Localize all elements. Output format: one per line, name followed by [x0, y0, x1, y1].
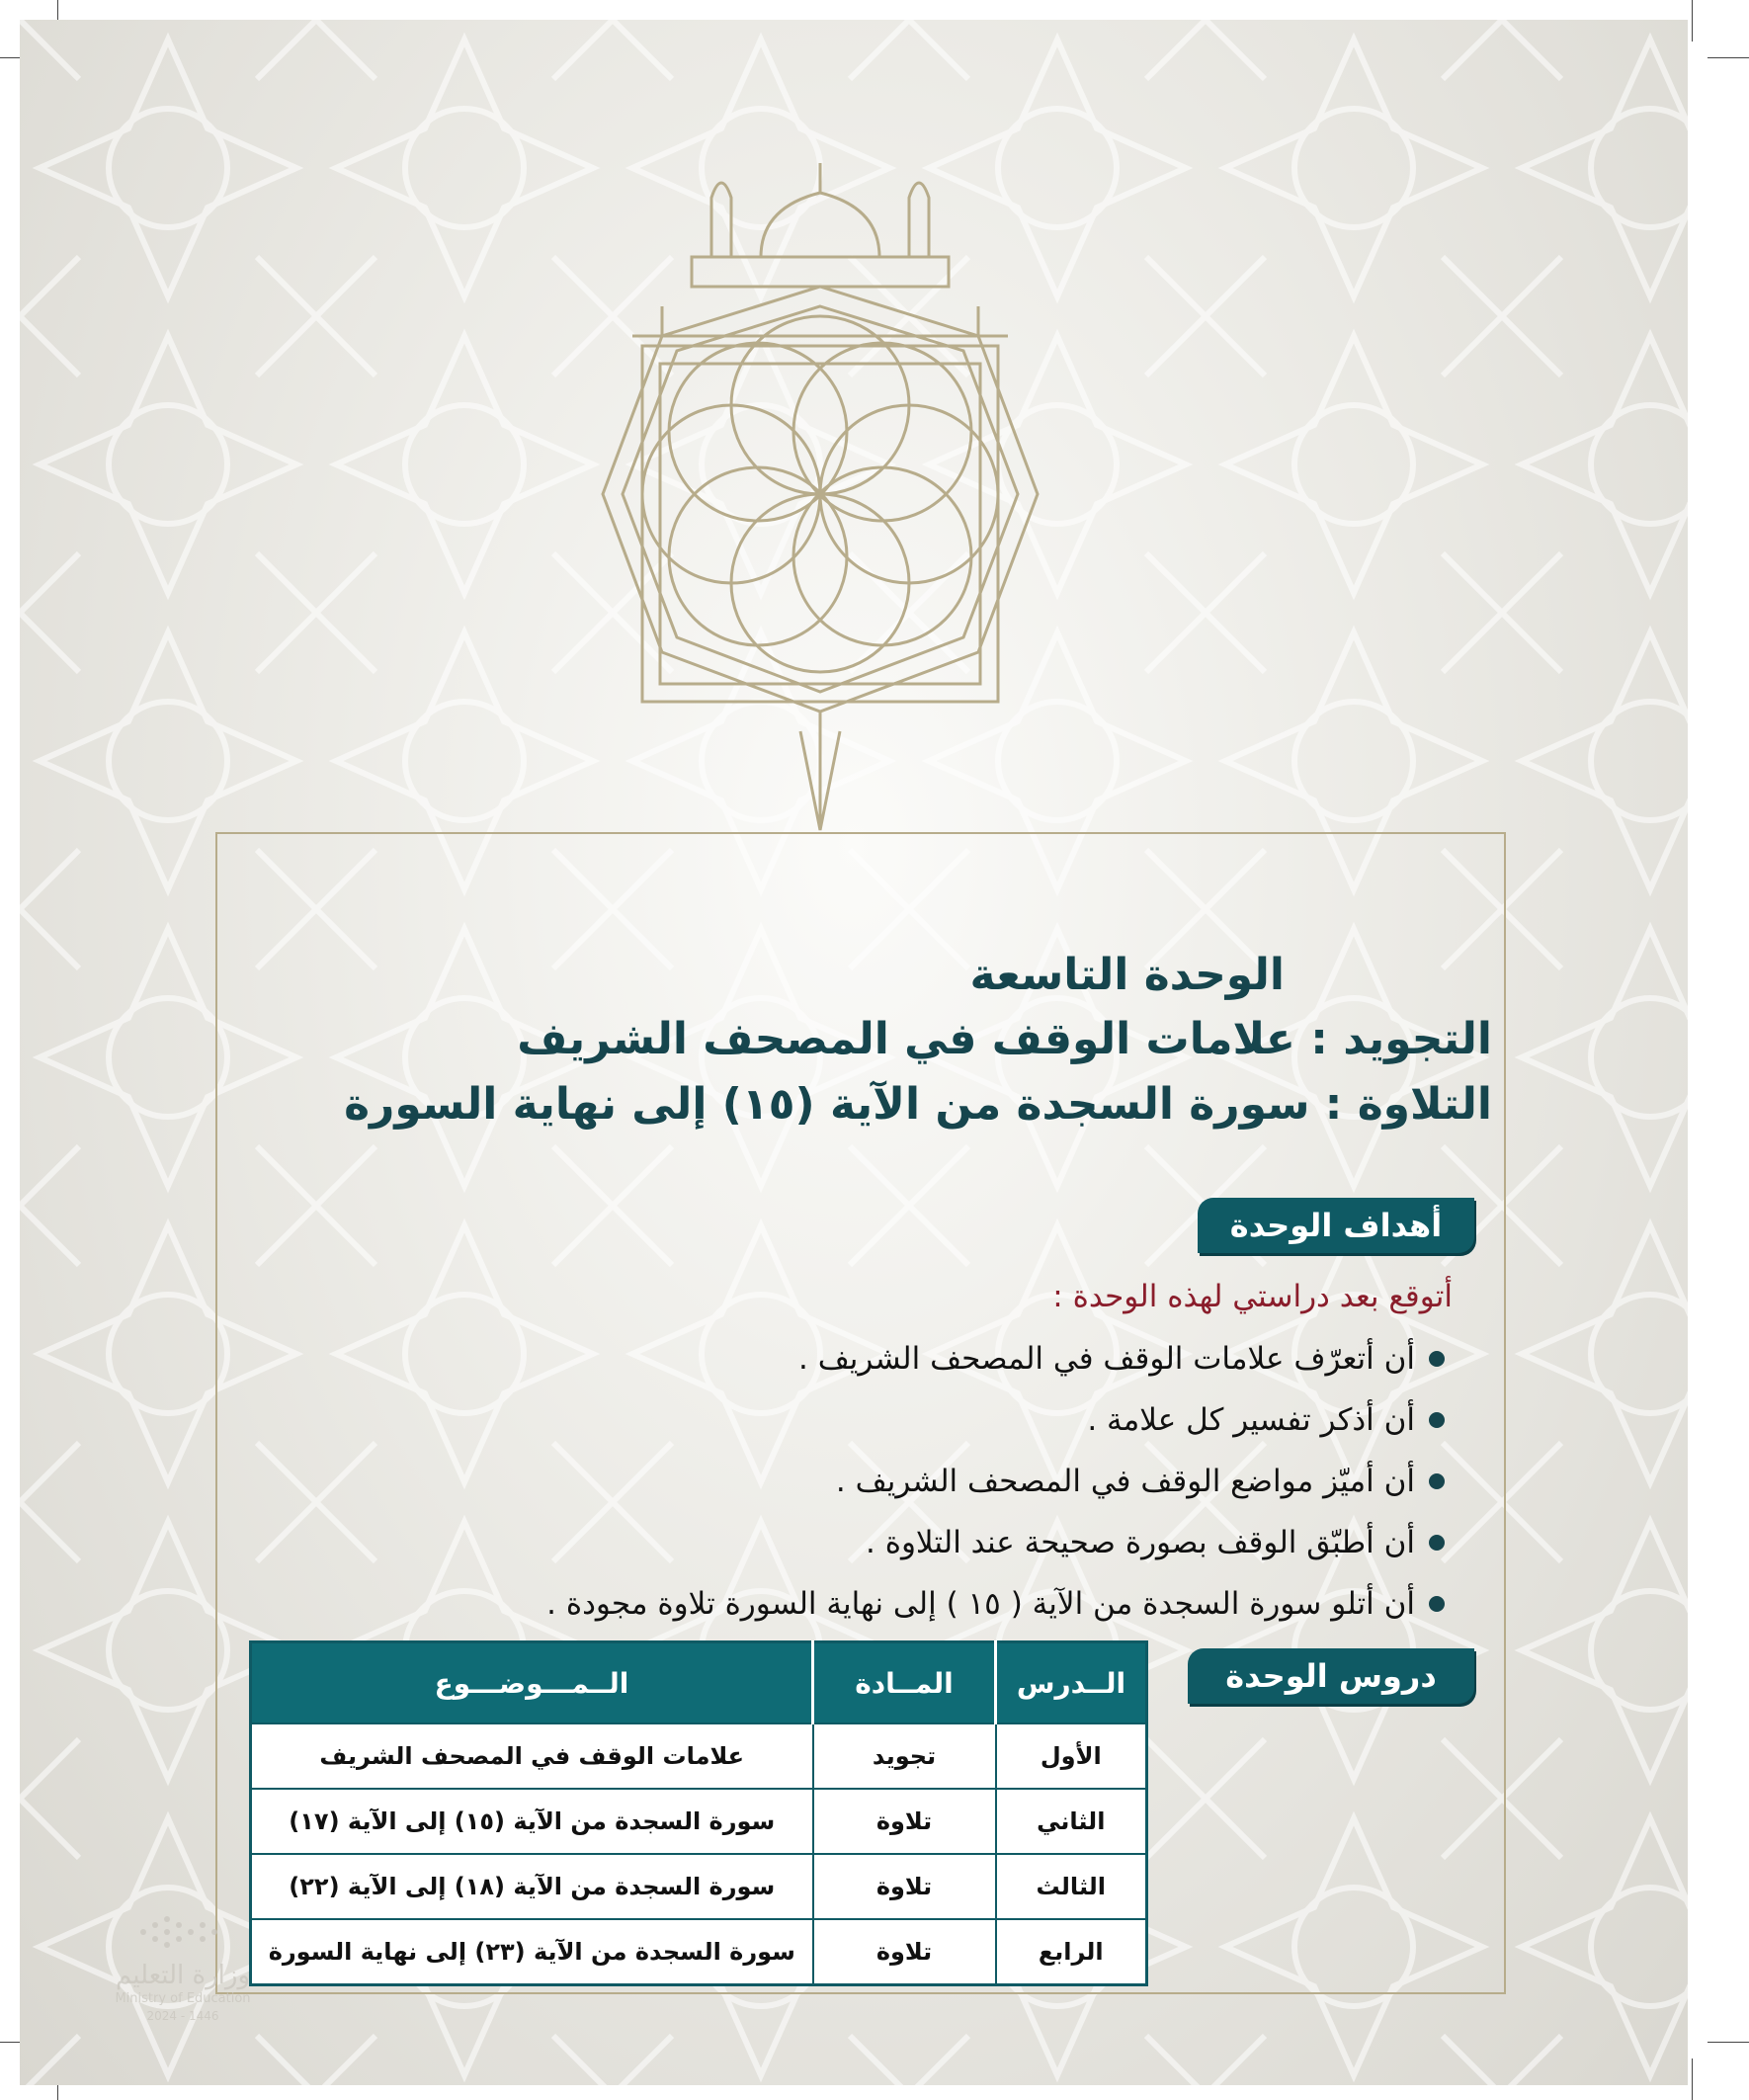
ministry-year: 2024 - 1446 — [146, 2009, 219, 2023]
table-row — [251, 1919, 1147, 1985]
subject-cell: تلاوة — [813, 1789, 996, 1854]
bullet-icon — [1429, 1412, 1445, 1428]
topic-cell: سورة السجدة من الآية (٢٣) إلى نهاية السورة — [251, 1919, 813, 1985]
column-header-topic: الــمـــوضـــوع — [251, 1642, 813, 1724]
crop-mark — [1707, 2042, 1749, 2043]
unit-number-title: الوحدة التاسعة — [969, 950, 1285, 1000]
lesson-cell: الرابع — [996, 1919, 1147, 1985]
subject-cell: تلاوة — [813, 1919, 996, 1985]
list-item — [267, 1389, 1445, 1451]
goal-text: أن أذكر تفسير كل علامة . — [1087, 1402, 1415, 1438]
bullet-icon — [1429, 1351, 1445, 1367]
topic-cell: سورة السجدة من الآية (١٥) إلى الآية (١٧) — [251, 1789, 813, 1854]
crop-mark — [1692, 2058, 1693, 2100]
topic-cell: علامات الوقف في المصحف الشريف — [251, 1723, 813, 1789]
goals-heading: أهداف الوحدة — [1198, 1198, 1474, 1253]
table-header-row — [251, 1642, 1147, 1724]
lessons-table — [249, 1640, 1148, 1986]
ministry-name-en: Ministry of Education — [115, 1991, 251, 2006]
ministry-watermark — [99, 1907, 267, 2024]
bullet-icon — [1429, 1473, 1445, 1489]
bullet-icon — [1429, 1535, 1445, 1551]
lesson-cell: الأول — [996, 1723, 1147, 1789]
topic-cell: سورة السجدة من الآية (١٨) إلى الآية (٢٢) — [251, 1854, 813, 1919]
goals-section — [267, 1275, 1453, 1635]
goal-text: أن أطبّق الوقف بصورة صحيحة عند التلاوة . — [866, 1525, 1415, 1560]
lesson-cell: الثالث — [996, 1854, 1147, 1919]
list-item — [267, 1573, 1445, 1635]
mosque-emblem-icon — [514, 138, 1126, 909]
table-row — [251, 1789, 1147, 1854]
tajweed-title: التجويد : علامات الوقف في المصحف الشريف — [517, 1014, 1492, 1064]
goal-text: أن أتعرّف علامات الوقف في المصحف الشريف . — [797, 1341, 1415, 1377]
crop-mark — [1692, 0, 1693, 42]
lesson-cell: الثاني — [996, 1789, 1147, 1854]
subject-cell: تلاوة — [813, 1854, 996, 1919]
table-row — [251, 1854, 1147, 1919]
column-header-subject: المــادة — [813, 1642, 996, 1724]
lessons-heading: دروس الوحدة — [1188, 1648, 1474, 1704]
subject-cell: تجويد — [813, 1723, 996, 1789]
tilawa-title: التلاوة : سورة السجدة من الآية (١٥) إلى نهاية السورة — [344, 1079, 1492, 1130]
goal-text: أن أميّز مواضع الوقف في المصحف الشريف . — [835, 1464, 1415, 1499]
list-item — [267, 1451, 1445, 1512]
table-row — [251, 1723, 1147, 1789]
unit-titles — [306, 944, 1492, 1137]
list-item — [267, 1512, 1445, 1573]
bullet-icon — [1429, 1596, 1445, 1612]
crop-mark — [1707, 57, 1749, 58]
goals-list — [267, 1328, 1453, 1635]
ministry-name-ar: وزارة التعليم — [115, 1961, 251, 1990]
list-item — [267, 1328, 1445, 1389]
column-header-lesson: الــدرس — [996, 1642, 1147, 1724]
goals-intro: أتوقع بعد دراستي لهذه الوحدة : — [1052, 1279, 1453, 1314]
ministry-logo-icon — [124, 1907, 242, 1957]
goal-text: أن أتلو سورة السجدة من الآية ( ١٥ ) إلى نهاية السورة تلاوة مجودة . — [546, 1586, 1415, 1622]
